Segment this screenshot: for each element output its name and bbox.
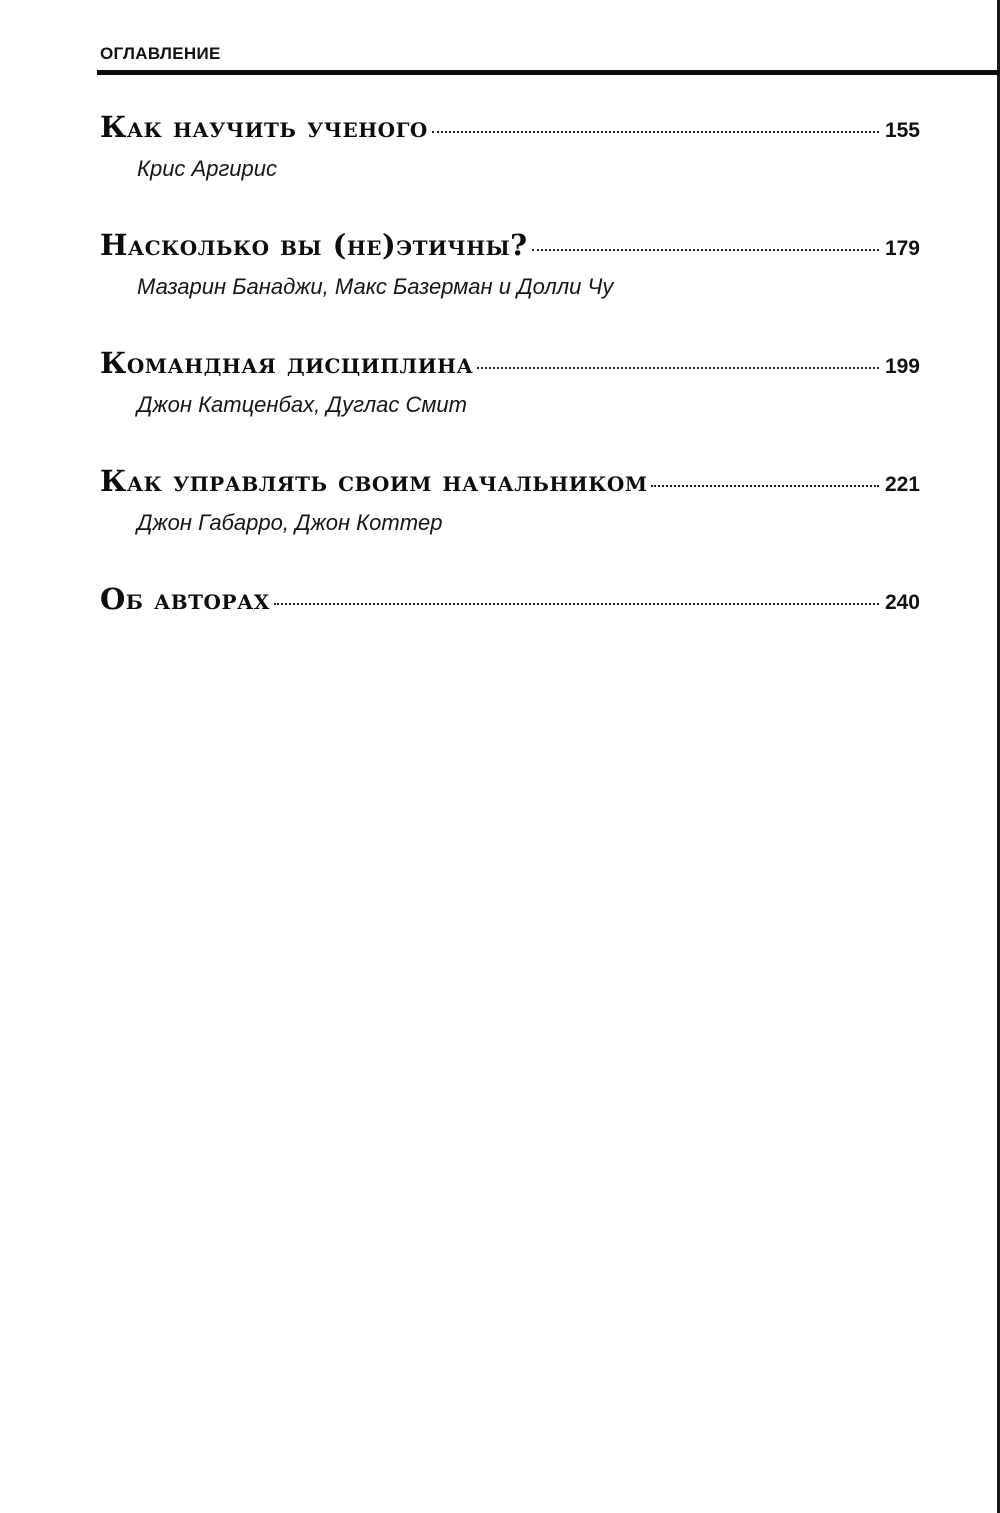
toc-page-number: 221	[884, 473, 920, 496]
toc-entry[interactable]	[100, 464, 920, 538]
toc-entry-line	[100, 110, 920, 154]
toc-entry-title: Насколько вы (не)этичны?	[100, 228, 528, 262]
toc-entry-author: Джон Катценбах, Дуглас Смит	[137, 392, 467, 417]
toc-entry-title: Как управлять своим начальником	[100, 464, 648, 498]
toc-entry-line	[100, 464, 920, 508]
toc-entry-title: Командная дисциплина	[100, 346, 474, 380]
toc-entry-author: Мазарин Банаджи, Макс Базерман и Долли Чу	[137, 274, 614, 299]
dot-leader	[532, 249, 879, 251]
running-head: ОГЛАВЛЕНИЕ	[100, 44, 221, 63]
toc-entry-title: Об авторах	[100, 582, 270, 616]
dot-leader	[432, 131, 879, 133]
dot-leader	[651, 485, 878, 487]
toc-entry[interactable]	[100, 582, 920, 626]
toc-entry-author: Джон Габарро, Джон Коттер	[137, 510, 443, 535]
toc-page-number: 199	[884, 355, 920, 378]
toc-page-number: 155	[884, 119, 920, 142]
toc-entry[interactable]	[100, 346, 920, 420]
toc-entry[interactable]	[100, 228, 920, 302]
toc-entry-author: Крис Аргирис	[137, 156, 278, 181]
dot-leader	[477, 367, 879, 369]
toc-page-number: 240	[884, 591, 920, 614]
header-rule	[97, 70, 1000, 75]
table-of-contents	[100, 110, 920, 670]
toc-entry-title: Как научить ученого	[100, 110, 428, 144]
toc-entry-line	[100, 228, 920, 272]
toc-entry-line	[100, 582, 920, 626]
toc-page-number: 179	[884, 237, 920, 260]
dot-leader	[274, 603, 879, 605]
toc-entry-line	[100, 346, 920, 390]
toc-entry[interactable]	[100, 110, 920, 184]
